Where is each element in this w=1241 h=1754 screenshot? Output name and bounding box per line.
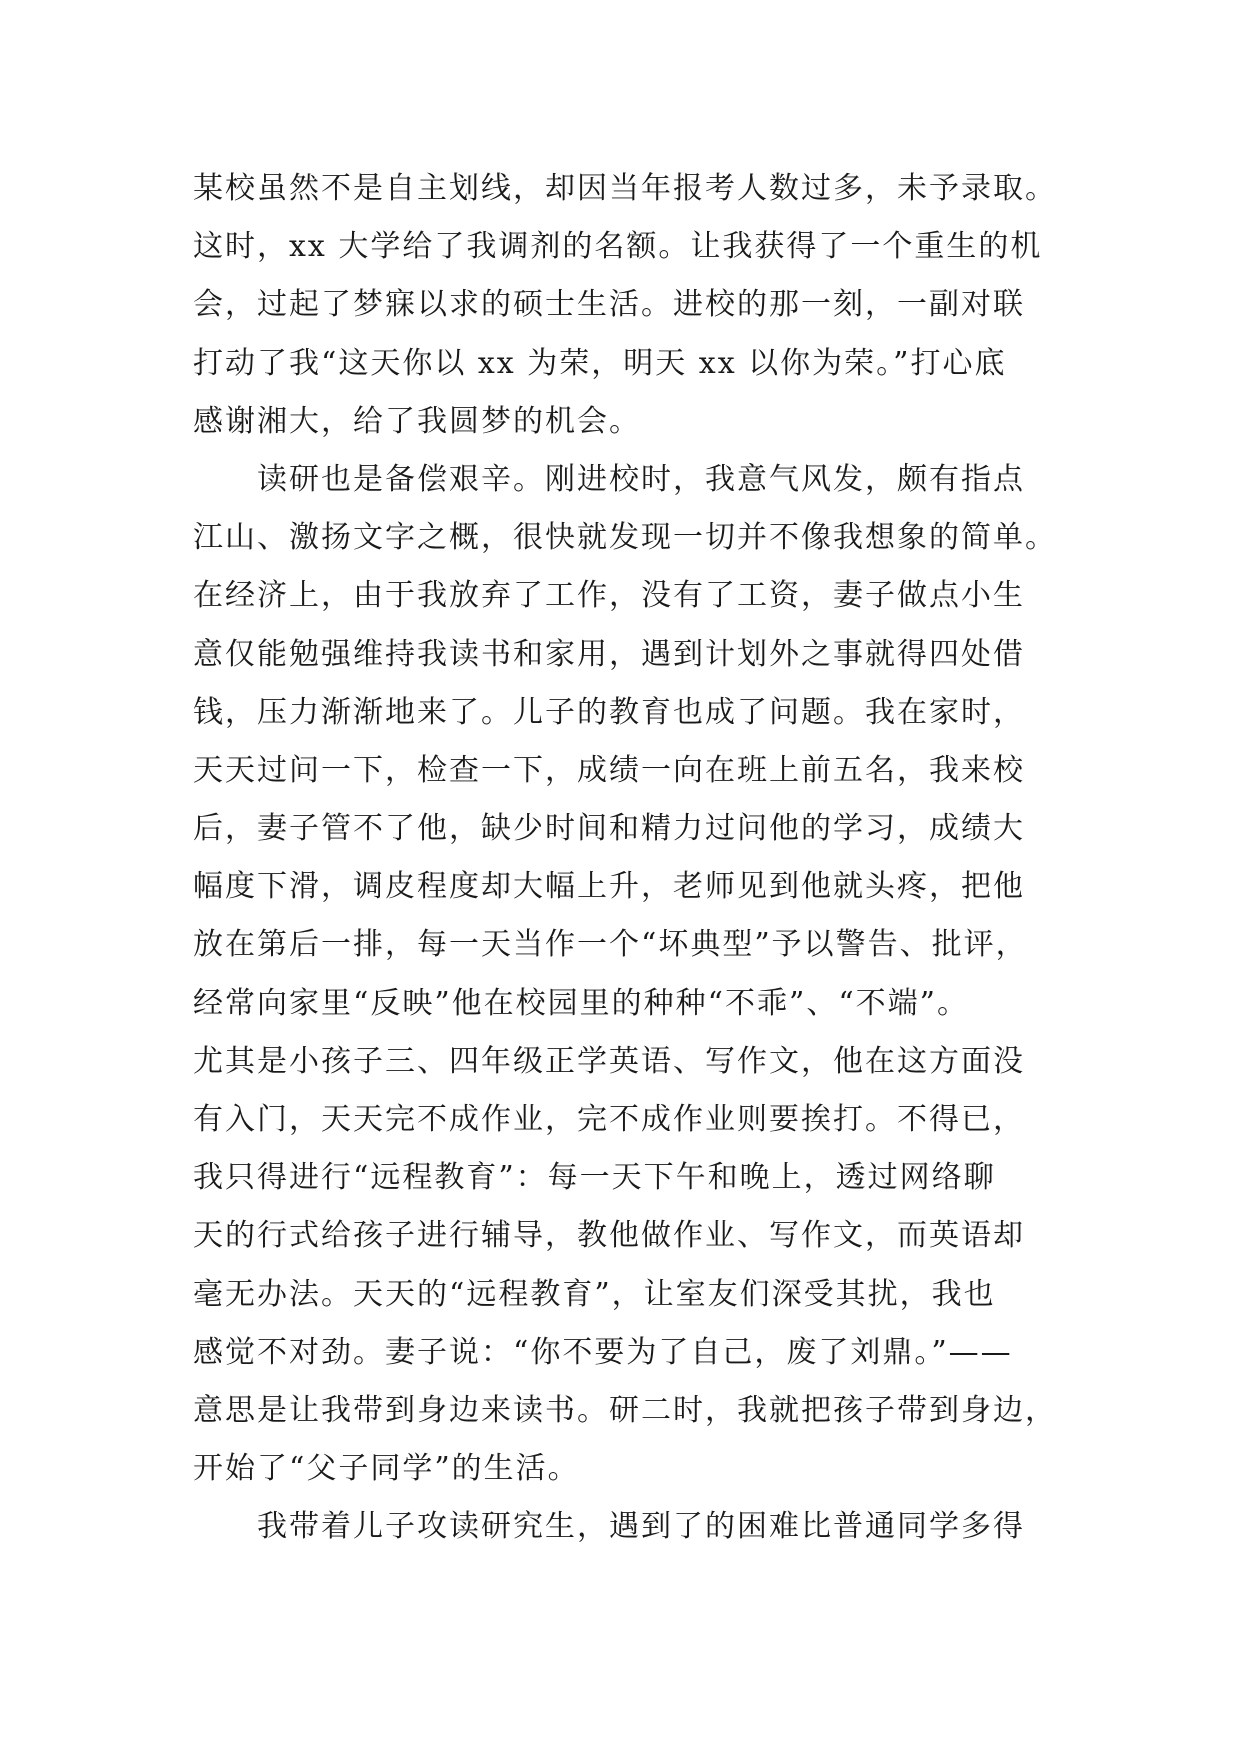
- text-line: 在经济上，由于我放弃了工作，没有了工资，妻子做点小生: [193, 578, 1025, 614]
- text-line: 感谢湘大，给了我圆梦的机会。: [193, 403, 641, 439]
- text-line: 天天过问一下，检查一下，成绩一向在班上前五名，我来校: [193, 752, 1025, 788]
- text-line: 这时，xx 大学给了我调剂的名额。让我获得了一个重生的机: [193, 229, 1043, 265]
- text-line: 某校虽然不是自主划线，却因当年报考人数过多，未予录取。: [193, 171, 1057, 206]
- text-line: 意思是让我带到身边来读书。研二时，我就把孩子带到身边，: [193, 1392, 1057, 1428]
- text-line: 尤其是小孩子三、四年级正学英语、写作文，他在这方面没: [193, 1043, 1025, 1079]
- text-line: 我带着儿子攻读研究生，遇到了的困难比普通同学多得: [257, 1509, 1025, 1545]
- text-line: 放在第后一排，每一天当作一个“坏典型”予以警告、批评，: [193, 927, 1028, 963]
- text-line: 打动了我“这天你以 xx 为荣，明天 xx 以你为荣。”打心底: [193, 345, 1007, 381]
- text-line: 天的行式给孩子进行辅导，教他做作业、写作文，而英语却: [193, 1218, 1025, 1254]
- text-line: 毫无办法。天天的“远程教育”，让室友们深受其扰，我也: [193, 1276, 996, 1312]
- text-line: 有入门，天天完不成作业，完不成作业则要挨打。不得已，: [193, 1102, 1025, 1137]
- text-line: 会，过起了梦寐以求的硕士生活。进校的那一刻，一副对联: [193, 287, 1025, 323]
- text-line: 意仅能勉强维持我读书和家用，遇到计划外之事就得四处借: [193, 636, 1025, 672]
- text-line: 经常向家里“反映”他在校园里的种种“不乖”、“不端”。: [193, 985, 970, 1021]
- text-line: 我只得进行“远程教育”：每一天下午和晚上，透过网络聊: [193, 1160, 996, 1196]
- text-line: 后，妻子管不了他，缺少时间和精力过问他的学习，成绩大: [193, 811, 1025, 847]
- paragraph-father-son: [193, 1498, 1053, 1556]
- text-line: 江山、激扬文字之概，很快就发现一切并不像我想象的简单。: [193, 520, 1057, 556]
- text-line: 感觉不对劲。妻子说：“你不要为了自己，废了刘鼎。”——: [193, 1334, 1013, 1370]
- text-line: 幅度下滑，调皮程度却大幅上升，老师见到他就头疼，把他: [193, 869, 1025, 905]
- text-line: 读研也是备偿艰辛。刚进校时，我意气风发，颇有指点: [257, 461, 1025, 497]
- text-line: 钱，压力渐渐地来了。儿子的教育也成了问题。我在家时，: [193, 694, 1025, 730]
- paragraph-continued: [193, 160, 1057, 451]
- paragraph-hardship: [193, 451, 1057, 1498]
- text-line: 开始了“父子同学”的生活。: [193, 1451, 580, 1487]
- body-text: [193, 160, 1057, 1557]
